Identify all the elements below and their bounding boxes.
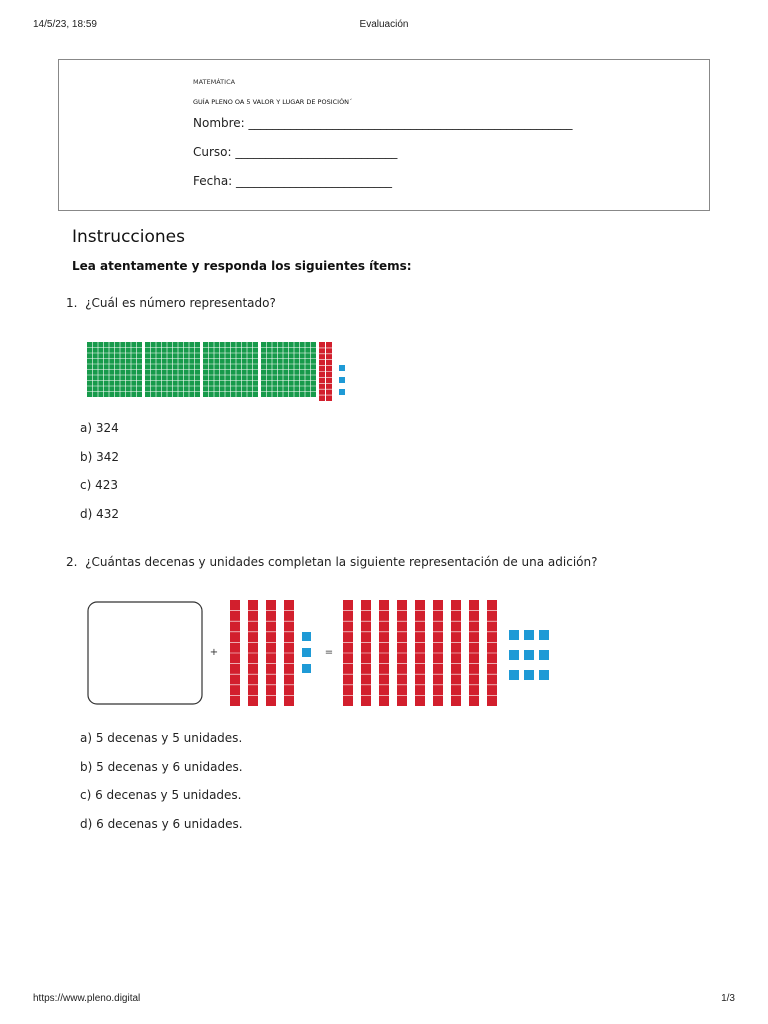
unit-cube: [509, 670, 519, 680]
hundred-block: [261, 342, 316, 397]
equals-sign: =: [324, 647, 334, 658]
ten-rod: [379, 600, 389, 706]
question-1-option-a[interactable]: a) 324: [80, 421, 119, 435]
unit-cube: [539, 630, 549, 640]
answer-box[interactable]: [88, 602, 202, 704]
header-box: [58, 59, 710, 211]
unit-cube: [302, 648, 311, 657]
ten-rod: [397, 600, 407, 706]
ten-rod: [230, 600, 240, 706]
unit-cube: [302, 664, 311, 673]
ten-rod: [319, 342, 325, 401]
ten-rod: [284, 600, 294, 706]
unit-cube: [524, 630, 534, 640]
unit-cube: [539, 650, 549, 660]
ten-rod: [415, 600, 425, 706]
plus-sign: +: [209, 647, 219, 658]
question-1-number: 1.: [66, 296, 78, 310]
guide-title: GUÍA PLENO OA 5 VALOR Y LUGAR DE POSICIÓN´: [193, 98, 353, 106]
question-1-text: ¿Cuál es número representado?: [85, 296, 276, 310]
unit-cube: [302, 632, 311, 641]
ten-rod: [469, 600, 479, 706]
ten-rod: [451, 600, 461, 706]
ten-rod: [248, 600, 258, 706]
base-ten-blocks-figure-1: [86, 341, 356, 403]
question-1-option-b[interactable]: b) 342: [80, 450, 120, 464]
page-number: 1/3: [721, 993, 735, 1004]
date-field[interactable]: Fecha: __________________________: [193, 174, 393, 188]
unit-cube: [339, 377, 345, 383]
name-field[interactable]: Nombre: ______________________________________________________: [193, 116, 573, 130]
question-2-number: 2.: [66, 555, 78, 569]
print-title: Evaluación: [359, 19, 409, 30]
question-1-option-c[interactable]: c) 423: [80, 478, 118, 492]
unit-cube: [339, 365, 345, 371]
question-1-option-d[interactable]: d) 432: [80, 507, 120, 521]
hundred-block: [87, 342, 142, 397]
subject-label: MATEMÁTICA: [193, 78, 236, 86]
question-2-option-b[interactable]: b) 5 decenas y 6 unidades.: [80, 760, 243, 774]
course-field[interactable]: Curso: ___________________________: [193, 145, 398, 159]
instructions-title: Instrucciones: [72, 227, 185, 247]
hundred-block: [203, 342, 258, 397]
question-2-option-a[interactable]: a) 5 decenas y 5 unidades.: [80, 731, 243, 745]
question-1: [66, 296, 276, 310]
question-2-option-c[interactable]: c) 6 decenas y 5 unidades.: [80, 788, 242, 802]
unit-cube: [524, 670, 534, 680]
footer-url: https://www.pleno.digital: [33, 993, 141, 1004]
unit-cube: [509, 650, 519, 660]
ten-rod: [487, 600, 497, 706]
question-2: [66, 555, 597, 569]
question-2-text: ¿Cuántas decenas y unidades completan la siguiente representación de una adición?: [85, 555, 598, 569]
hundred-block: [145, 342, 200, 397]
addition-representation-figure: [86, 598, 566, 708]
instructions-subtitle: Lea atentamente y responda los siguientes ítems:: [72, 259, 412, 273]
ten-rod: [343, 600, 353, 706]
unit-cube: [509, 630, 519, 640]
print-timestamp: 14/5/23, 18:59: [33, 19, 97, 30]
unit-cube: [524, 650, 534, 660]
unit-cube: [539, 670, 549, 680]
ten-rod: [361, 600, 371, 706]
ten-rod: [433, 600, 443, 706]
ten-rod: [326, 342, 332, 401]
question-2-option-d[interactable]: d) 6 decenas y 6 unidades.: [80, 817, 243, 831]
ten-rod: [266, 600, 276, 706]
unit-cube: [339, 389, 345, 395]
